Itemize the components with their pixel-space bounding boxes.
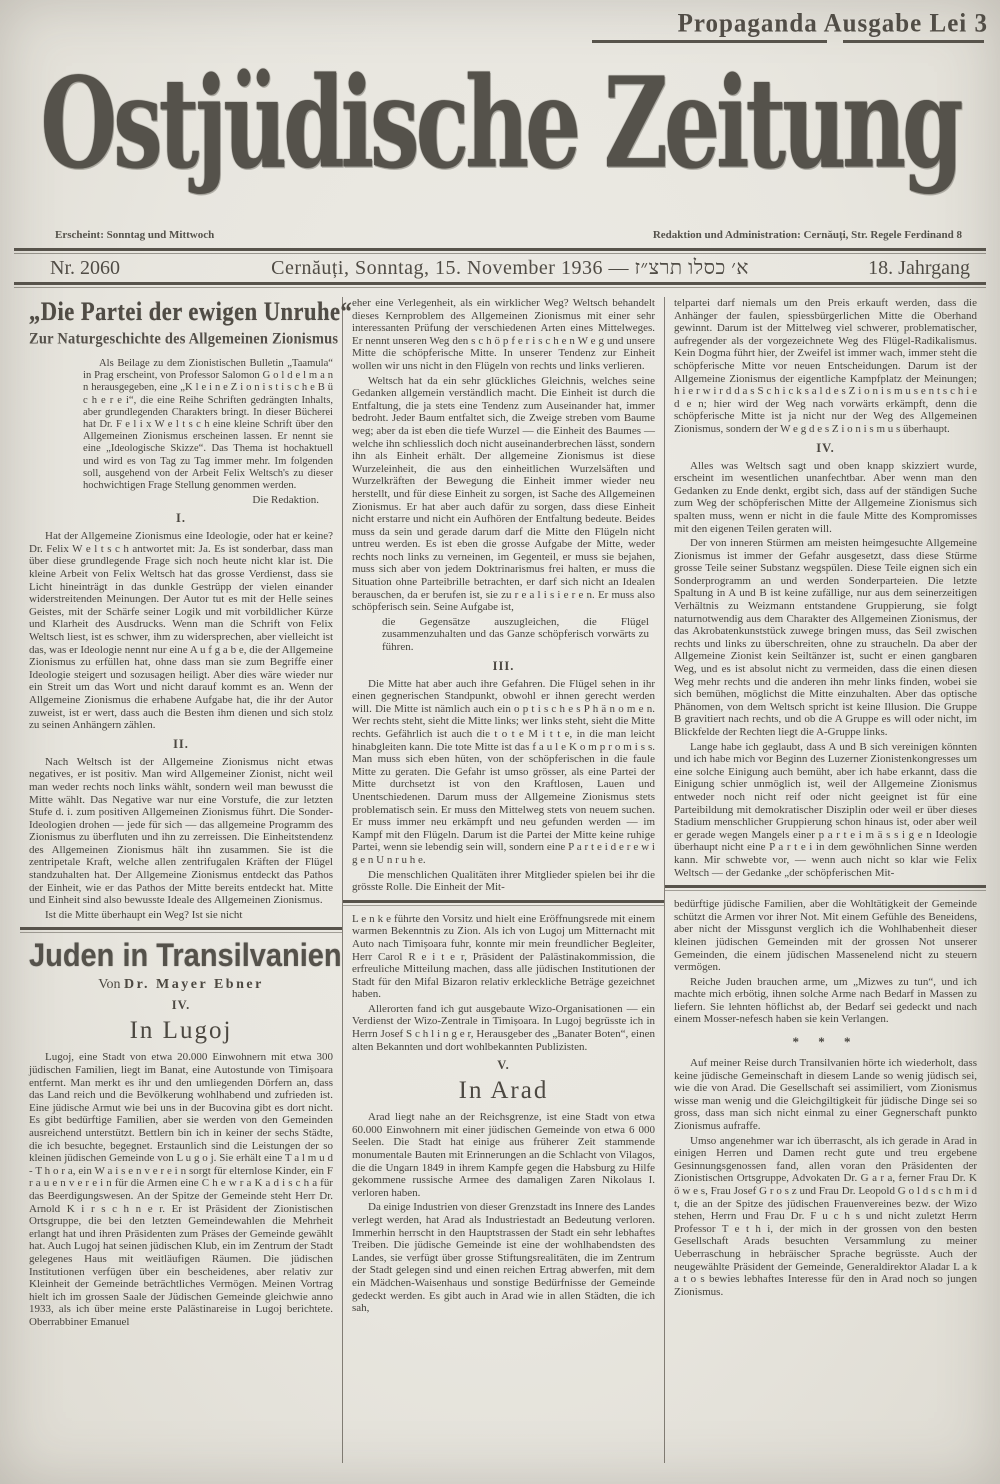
article-divider-col2 — [343, 900, 664, 906]
article1-subtitle: Zur Naturgeschichte des Allgemeinen Zionismus — [29, 330, 339, 348]
article1-col2-para3: Die Mitte hat aber auch ihre Gefahren. Die Flügel sehen in ihr einen gegnerischen Standpunkt, obwohl er ihnen gerecht werden will. Die Mitte ist nämlich auch ein o p t i s c h e s P h ä n o m e n. Wer rechts steht, sieht die Mitte links; wer links steht, sieht die Mitte rechts. Gefährlich ist auch die t o t e M i t t e, in die man leicht hinabgleiten kann. Die tote Mitte ist das f a u l e K o m p r o m i s s. Man muss sich eben hüten, von der schöpferischen in die faule Mitte zu geraten. Die Gefahr ist umso grösser, als eine Partei der Mitte durchsetzt ist von den Kraftlosen, Lauen und Unentschiedenen. Darum muss der Allgemeine Zionismus stets problematisch sein. Er muss den Mittelweg stets von neuem suchen. Er muss immer neu erkämpft und neu gefunden werden — im Kampf mit den Flügeln. Darum ist die Partei der Mitte keine ruhige Partei, wenn sie lebendig sein will, sondern eine P a r t e i d e r e w i g e n U n r u h e. — [352, 677, 655, 866]
edition-underline-rule — [592, 40, 984, 43]
publish-schedule: Erscheint: Sonntag und Mittwoch — [55, 229, 215, 241]
article2-col3-para3: Auf meiner Reise durch Transilvanien hörte ich wiederholt, dass keine jüdische Gemeinschaft in diesem Lande so wenig jüdisch sei, wie die von Arad. Die Gesellschaft sei assimiliert, vom Zionismus wisse man wenig und die Gleichgiltigkeit für jüdische Dinge sei so gross, dass man sich nicht einmal zu einer Gegnerschaft punkto Zionismus aufraffe. — [674, 1057, 977, 1133]
article1-section-1-label: I. — [176, 511, 186, 526]
article1-editorial-note — [83, 358, 333, 506]
article2-lugoj-heading: In Lugoj — [129, 1017, 233, 1045]
article2-title: Juden in Transilvanien — [29, 938, 342, 975]
article1-section-4-label: IV. — [816, 440, 835, 455]
article1-col3-para2: Alles was Weltsch sagt und oben knapp skizziert wurde, erscheint im wesentlichen unanfechtbar. Aber wenn man den Gedanken zu Ende denkt, ergibt sich, dass auf der ständigen Suche zum Weg der schöpferischen Mitte der Allgemeine Zionismus sich spalten muss, wenn er nicht in die faule Mitte des Kompromisses mit den eigenen Teilen geraten will. — [674, 459, 977, 535]
article1-intro-signature: Die Redaktion. — [252, 494, 319, 507]
publication-info-row — [0, 229, 1000, 241]
article2-col2-para1: L e n k e führte den Vorsitz und hielt eine Eröffnungsrede mit einem warmen Bekenntnis zu Zion. Als ich von Lugoj um Mitternacht mit Auto nach Timișoara fuhr, konnte mir mein freundlicher Begleiter, Herr Carol R e i t e r, Präsident der Palästinakommission, die erfreuliche Mitteilung machen, dass alle jüdischen Institutionen der Stadt für den Mifal Bizaron relativ erkleckliche Beträge gezeichnet haben. — [352, 912, 655, 1001]
article-divider-col3 — [665, 885, 986, 891]
article2-byline-name: Dr. Mayer Ebner — [124, 977, 264, 993]
article2-byline-prefix: Von — [98, 977, 121, 993]
article1-col3-para3: Der von inneren Stürmen am meisten heimgesuchte Allgemeine Zionismus ist immer der Gefahr ausgesetzt, dass diese Stürme grosse Teile seiner Substanz wegspülen. Diese Teile eignen sich ein Sonderprogramm an und werden Sonderparteien. Die letzte Spaltung in A und B ist keine zufällige, nur aus dem seinerzeitigen Verhältnis zu Weizmann entstandene Gruppierung, sie folgt naturnotwendig aus dem Charakter des Allgemeinen Zionismus, der das Akrobatenkunststück zuwege bringen muss, das Seil zwischen rechts und links zu überschreiten, ohne zu straucheln. Da aber der Allgemeine Zionist kein Seiltänzer ist, sucht er einen gangbaren Weg, und es ist absolut nicht zu vermeiden, dass die einen diesen Weg mehr rechts und die anderen ihn mehr links finden, wobei sie sich bemühen, möglichst die Mitte einzuhalten. Aber das optische Phänomen, von dem Weltsch spricht ist keine Illusion. Die Gruppe B gravitiert nach rechts, und ob die A Gruppe es will oder nicht, im Blickfelde der Rechten liegt die A-Gruppe links. — [674, 537, 977, 738]
article1-col2-para4: Die menschlichen Qualitäten ihrer Mitglieder spielen bei ihr die grösste Rolle. Die Einheit der Mit- — [352, 868, 655, 894]
admin-address: Redaktion und Administration: Cernăuți, Str. Regele Ferdinand 8 — [652, 229, 962, 241]
article2-arad-heading: In Arad — [458, 1077, 549, 1105]
article2-col3-para1: bedürftige jüdische Familien, aber die Wohltätigkeit der Gemeinde schützt die Armen vor ihrer Not. Mit einem Gefühle des Beneidens, aber nicht der Missgunst verglich ich die Wohlhabenheit dieser kleinen jüdischen Gemeinden mit der grossen Not unserer Gemeinden, die einem jüdischen Massenelend nicht zu steuern vermögen. — [674, 898, 977, 974]
article2-col2-para3: Arad liegt nahe an der Reichsgrenze, ist eine Stadt von etwa 60.000 Einwohnern mit einer jüdischen Gemeinde von etwa 6 000 Seelen. Die Stadt hat einige aus früherer Zeit stammende monumentale Bauten mit Erinnerungen an die Schlacht von Vilagos, die die Ungarn 1849 in ihrem Kampfe gegen die Habsburg zu Hilfe gekommene russische Armee des damaligen Zaren Nikolaus I. verloren haben. — [352, 1111, 655, 1199]
article2-section-4-label: IV. — [171, 998, 191, 1013]
date-row — [0, 254, 1000, 282]
article1-section-2-label: II. — [173, 736, 189, 751]
volume-label: 18. Jahrgang — [868, 257, 970, 279]
article2-byline — [29, 977, 333, 993]
article1-col3-para4: Lange habe ich geglaubt, dass A und B sich vereinigen könnten und ich habe mich vor Beginn des Luzerner Zionistenkongresses um eine solche Einigung auch bemüht, aber ich habe erkannt, dass die Einigung schier unmöglich ist, weil der Allgemeine Zionismus entweder noch nicht reif oder nicht geeignet ist für eine Parteibildung mit demokratischer Disziplin oder weil er über dieses Stadium menschlicher Gruppierung schon hinaus ist, oder aber weil er gerade wegen Mangels einer p a r t e i m ä s s i g e n Ideologie überhaupt nicht eine P a r t e i in dem gewöhnlichen Sinne werden kann. Mir schwebte vor, — wenn auch nicht so klar wie Felix Weltsch — der Gedanke „der schöpferischen Mit- — [674, 740, 977, 879]
section-separator-stars: * * * — [792, 1034, 859, 1050]
article1-col1-para2: Nach Weltsch ist der Allgemeine Zionismus nicht etwas negatives, er ist positiv. Man wird Allgemeiner Zionist, nicht weil man weder rechts noch links wählt, sondern weil man bewusst die Mitte wählt. Das Negative war nur eine Vorstufe, die zur letzten Stufe d. i. zum positiven Allgemeinen Zionismus führt. Die Sonder-Ideologien drohen — jede für sich — das allgemeine Programm des Zionismus zu überfluten und ihn zu zerreissen. Die Einheitstendenz des Allgemeinen Zionismus hält ihn zusammen. Sie ist die zentripetale Kraft, welche allen zentrifugalen Kräften der Flügel standzuhalten hat. Der Allgemeine Zionismus entdeckt das Pathos der Einheit, wie er das Pathos der Mitte bereits entdeckt hat. Mitte und Einheit sind also bewusste Ideale des Allgemeinen Zionismus. — [29, 755, 333, 907]
header-rule-bottom — [14, 282, 986, 288]
masthead-title: Ostjüdische Zeitung — [40, 48, 960, 197]
article1-title: „Die Partei der ewigen Unruhe“ — [29, 297, 353, 326]
column-1 — [20, 297, 353, 1463]
article1-col3-para1: telpartei darf niemals um den Preis erkauft werden, dass die Anhänger der faulen, spiessbürgerlichen Mitte die Oberhand gewinnt. Darum ist der Mittelweg viel schwerer, problematischer, aufregender als der vorgezeichnete Weg des Flügel-Radikalismus. Kein Dogma führt hier, der Zweifel ist immer wach, immer steht die schöpferische Mitte vor neuen Entscheidungen. Darum ist der Allgemeine Zionismus der eigentliche Kampfplatz der Meinungen; h i e r w i r d d a s S c h i c k s a l d e s Z i o n i s m u s e n t s c h i e d e n; hier wird der Weg nach vorwärts erkämpft, denn die schöpferische Mitte ist ja nicht nur der Weg des Allgemeinen Zionismus, sondern der W e g d e s Z i o n i s m u s überhaupt. — [674, 297, 977, 435]
article1-section-3-label: III. — [492, 658, 515, 673]
article2-col1-para1: Lugoj, eine Stadt von etwa 20.000 Einwohnern mit etwa 300 jüdischen Familien, liegt im Banat, eine Autostunde von Timișoara entfernt. Man merkt es ihr und den umliegenden Dörfern an, dass das Land reich und die Bevölkerung wohlhabend und zufrieden ist. Eine jüdische Armut wie bei uns in der Bucovina gibt es dort nicht. Es gibt bedürftige Familien, aber sie werden von den Gemeinden ausreichend unterstützt. Bettlern bin ich in keiner der sechs Städte, die ich besuchte, begegnet. Erstaunlich sind die Leistungen der so kleinen jüdischen Gemeinde von L u g o j. Sie erhält eine T a l m u d - T h o r a, ein W a i s e n v e r e i n sorgt für elternlose Kinder, ein F r a u e n v e r e i n für die Armen eine C h e w r a K a d i s c h a für das Beerdigungswesen. An der Spitze der Gemeinde steht Herr Dr. Arnold K i r s c h n e r. Er ist Präsident der Zionistischen Ortsgruppe, die bei den letzten Gemeindewahlen die Mehrheit erlangt hat und ihren Präsidenten zum Präses der Gemeinde gewählt hat. Auch Lugoj hat seinen jüdischen Klub, ein im Zentrum der Stadt gelegenes Haus mit weitläufigen Räumen. Die jüdischen Institutionen verfügen über ein bescheidenes, aber relativ zur Kleinheit der Gemeinde beträchtliches Vermögen. Meinen Vortrag hielt ich im grossen Saale der Jüdischen Gemeinde gleichwie anno 1933, als ich über meine erste Palästinareise in Lugoj berichtete. Oberrabbiner Emanuel — [29, 1051, 333, 1328]
article1-col2-para1: eher eine Verlegenheit, als ein wirklicher Weg? Weltsch behandelt dieses Kernproblem des Allgemeinen Zionismus mit einer sehr interessanten Prüfung der verschiedenen Arten eines Mittelweges. Er nennt unseren Weg den s c h ö p f e r i s c h e n W e g und unsere Mitte die schöpferische Mitte. In unserer Tendenz zur Einheit wollen wir uns nicht in den Flügeln von rechts und links verlieren. — [352, 297, 655, 372]
article2-col2-para2: Allerorten fand ich gut ausgebaute Wizo-Organisationen — ein Verdienst der Wizo-Zentrale in Timișoara. In Lugoj begrüsste ich in Herrn Josef S c h l i n g e r, Herausgeber des „Banater Boten“, einen alten Bekannten und dort wohlbekannten Publizisten. — [352, 1002, 655, 1053]
article2-col3-para2: Reiche Juden brauchen arme, um „Mizwes zu tun“, und ich machte mich erbötig, ihnen solche Arme nach Bedarf in Massen zu liefern. Sie lehnten höflichst ab, der Bedarf sei gedeckt und nach einem Mosser-nefesch haben sie kein Verlangen. — [674, 975, 977, 1026]
column-3 — [664, 297, 986, 1463]
article1-col1-para3: Ist die Mitte überhaupt ein Weg? Ist sie nicht — [45, 908, 243, 921]
columns-container — [20, 297, 988, 1463]
article1-col2-para2: Weltsch hat da ein sehr glückliches Gleichnis, welches seine Gedanken allgemein verständlich macht. Die Einheit ist durch die Entfaltung, die ja stets eine Tendenz zum Auseinander hat, immer bedroht. Jeder Baum entfaltet sich, die Zweige streben vom Baume weg; aber da ist eben die tiefe Wurzel — die Einheit des Baumes — welche ihn schliesslich doch nicht auseinanderbrechen lässt, sondern ihn als Einheit erhält. Der allgemeine Zionismus ist diese Wurzeleinheit, die aus den einheitlichen Wurzelsäften und Wurzelkräften der Bewegung die Einheit immer wieder neu herstellt, und für diese Einheit zu sorgen, ist Sache des Allgemeinen Zionismus. Er hat aber auch dafür zu sorgen, dass diese Einheit nicht erstarre und nicht ein Aufhören der Entfaltung bedeute. Beides muss da sein und gerade darum darf die Mitte den Flügeln nicht untreu werden. Es ist eben die grosse Aufgabe der Mitte, weder rechts noch links zu verneinen, im Gegenteil, er muss sie bejahen, muss sich aber von jedem Doktrinarismus frei halten, er muss die Situation ohne Parteibrille betrachten, er darf sich nicht an Idealen berauschen, da er berufen ist, sie zu r e a l i s i e r e n. Er muss also schöpferisch sein. Seine Aufgabe ist, — [352, 374, 656, 614]
article2-col2-para4: Da einige Industrien von dieser Grenzstadt ins Innere des Landes verlegt werden, hat Arad als Industriestadt an Bedeutung verloren. Immerhin herrscht in den Hauptstrassen der Stadt ein sehr lebhaftes Treiben. Die jüdische Gemeinde ist eine der wohlhabendsten des Landes, sie verfügt über grosse Stiftungsrealitäten, die im Zentrum der Stadt gelegen sind und einen reichen Ertrag abwerfen, mit dem ein Mädchen-Waisenhaus und sonstige Bedürfnisse der Gemeinde gedeckt werden. Es gibt auch in Arad wie in allen Städten, die ich sah, — [352, 1201, 655, 1315]
article1-col1-para1: Hat der Allgemeine Zionismus eine Ideologie, oder hat er keine? Dr. Felix W e l t s c h antwortet mit: Ja. Es ist sonderbar, dass man über diese grundlegende Frage sich noch heute nicht klar ist. Die kleine Arbeit von Felix Weltsch hat das grosse Verdienst, dass sie Licht hineinträgt in das dunkle Gestrüpp der vielen einander widerstreitenden Meinungen. Der Autor tut es mit der Helle seines Geistes, mit der Schärfe seiner Logik und mit vorbildlicher Kürze und Klarheit des Ausdrucks. Wenn man die Schrift von Felix Weltsch liest, ist es schwer, ihm zu widersprechen, aber vielleicht ist das, was er Ideologie nennt nur eine A u f g a b e, die der Allgemeine Zionismus zu erfüllen hat, ohne dass man sie zum Begriffe einer Ideologie steigert und sozusagen heiligt. Aber dies wäre wieder nur ein Streit um das Wort und nicht darauf kommt es an. Wenn der Allgemeine Zionismus die erhabene Aufgabe hat, die ihr der Autor zuweist, ist er wert, dass auch die Besten ihm dienen und sich stolz zu seinen Anhängern zählen. — [29, 530, 333, 732]
edition-row — [0, 0, 1000, 43]
issue-number: Nr. 2060 — [50, 257, 120, 279]
dateline: Cernăuți, Sonntag, 15. November 1936 — א׳ כסלו תרצ״ז — [271, 257, 749, 279]
article-divider-col1 — [20, 927, 342, 933]
column-2 — [342, 297, 664, 1463]
article1-col2-quote: die Gegensätze auszugleichen, die Flügel zusammenzuhalten und das Ganze schöpferisch vorwärts zu führen. — [382, 615, 649, 654]
edition-note: Propaganda Ausgabe Lei 3 — [677, 9, 988, 38]
article1-intro: Als Beilage zu dem Zionistischen Bulletin „Taamula“ in Prag erscheint, von Professor Salomon G o l d e l m a n n herausgegeben, eine „K l e i n e Z i o n i s t i s c h e B ü c h e r e i“, die eine Reihe Schriften gedrängten Inhalts, aber grundlegenden Charakters bringt. In dieser Bücherei hat Dr. F e l i x W e l t s c h eine kleine Schrift über den Allgemeinen Zionismus erscheinen lassen. Er nennt sie eine „Ideologische Skizze“. Das Thema ist hochaktuell und wird es von Tag zu Tag immer mehr. Im folgenden soll, ausgehend von der Arbeit Felix Weltsch's zu dieser hochwichtigen Frage Stellung genommen werden. — [83, 358, 333, 492]
article2-col3-para4: Umso angenehmer war ich überrascht, als ich gerade in Arad in einigen Herren und Damen recht gute und treu ergebene Gesinnungsgenossen fand, allen voran den Präsidenten der Zionistischen Ortsgruppe, Advokaten Dr. G a r a, ferner Frau Dr. K ö w e s, Frau Josef G r o s z und Frau Dr. Leopold G o l d s c h m i d t, die an der Spitze des jüdischen Frauenvereines bezw. der Wizo stehen, Herrn und Frau Dr. F u c h s und nicht zuletzt Herrn Professor T e t h i, der mich in der grossen von den besten Gesellschaft Arads besuchten Versammlung zu meiner Ueberraschung in hebräischer Sprache begrüsste. Auch der neugewählte Präsident der Gemeinde, Generaldirektor Aladar L a k a t o s bewies lebhaftes Interesse für den in Arad noch so jungen Zionismus. — [674, 1134, 977, 1298]
article2-section-5-label: V. — [497, 1058, 510, 1073]
masthead-row — [0, 45, 1000, 223]
